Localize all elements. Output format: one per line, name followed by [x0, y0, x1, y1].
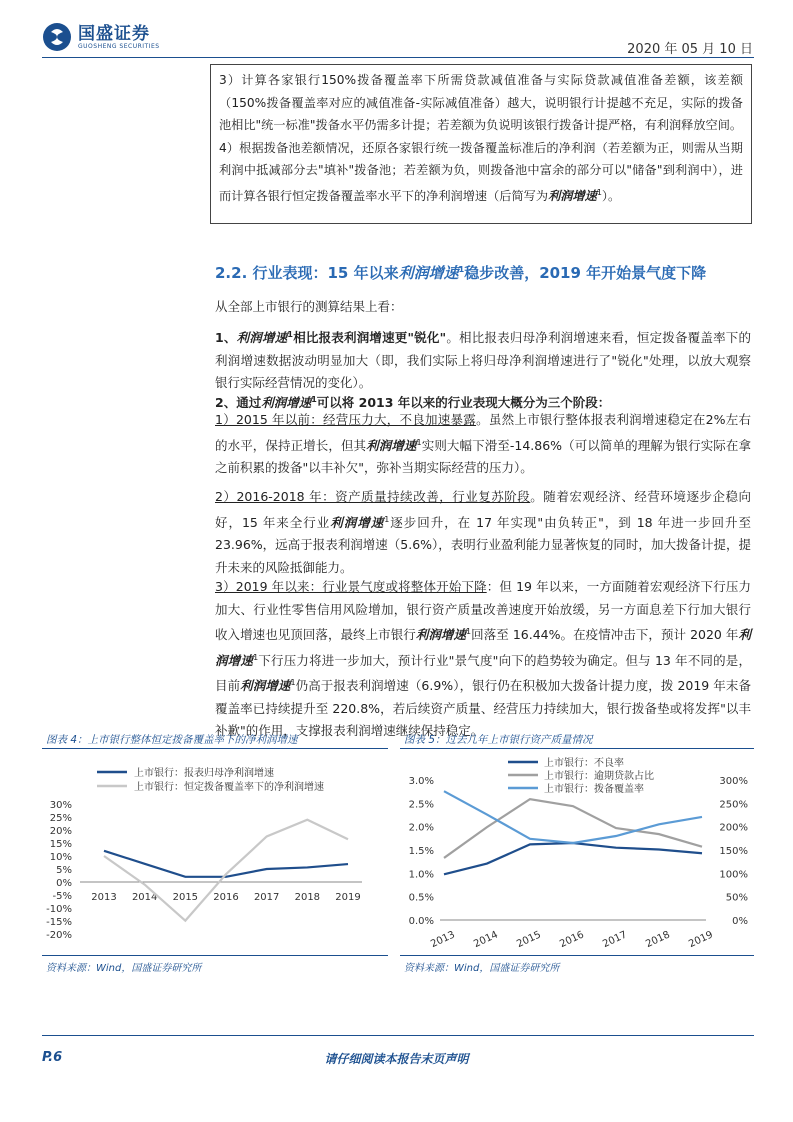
y-tick-label: 0% [56, 878, 72, 889]
y-left-tick-label: 1.5% [408, 846, 434, 857]
series-line [104, 820, 348, 921]
legend-label: 上市银行：报表归母净利润增速 [134, 768, 274, 779]
method-step-4: 4）根据拨备池差额情况，还原各家银行统一拨备覆盖标准后的净利润（若差额为正，则需从当期利润中抵减部分去"填补"拨备池；若差额为负，则拨备池中富余的部分可以"储备"到利润中），进而计算各银行恒定拨备覆盖率水平下的净利润增速（后简写为利润增速$^1$）。 [219, 140, 743, 203]
fig5-chart [400, 752, 754, 952]
logo-name: 国盛证券 [78, 23, 150, 44]
fig4-chart [42, 752, 388, 952]
y-right-tick-label: 250% [719, 799, 748, 811]
stage-3-paragraph: 3）2019 年以来：行业景气度或将整体开始下降：但 19 年以来，一方面随着宏观经济下行压力加大、行业性零售信用风险增加，银行资产质量改善速度开始放缓，另一方面息差下行加大银行收入增速也见顶回落，最终上市银行利润增速$^1$回落至 16.44%。在疫情冲击下，预计 2020 年利润增速$^1$下行压力将进一步加大，预计行业"景气度"向下的趋势较为确定。但与 13 年不同的是，目前利润增速$^1$仍高于报表利润增速（6.9%），银行仍在积极加大拨备计提力度，拨 2019 年末备覆盖率已持续提升至 220.8%，若后续资产质量、经营压力持续加大，银行拨备垫或将发挥"以丰补歉"的作用，支撑报表利润增速继续保持稳定。 [215, 579, 751, 739]
y-tick-label: 25% [49, 813, 72, 824]
section-title: 2.2. 行业表现：15 年以来利润增速$^1$稳步改善，2019 年开始景气度下降 [215, 264, 707, 282]
footer-divider [42, 1035, 754, 1036]
x-tick-label: 2018 [644, 929, 672, 951]
methodology-box [210, 64, 752, 224]
stage-1-paragraph: 1）2015 年以前：经营压力大，不良加速暴露。虽然上市银行整体报表利润增速稳定在2%左右的水平，保持正增长，但其利润增速$^1$实则大幅下滑至-14.86%（可以简单的理解为银行实际在拿之前积累的拨备"以丰补欠"，弥补当期实际经营的压力）。 [215, 412, 751, 476]
y-tick-label: 30% [49, 800, 72, 811]
x-tick-label: 2019 [335, 892, 361, 903]
y-right-tick-label: 0% [732, 916, 748, 927]
fig5-bottom-rule [400, 955, 754, 956]
fig4-bottom-rule [42, 955, 388, 956]
fig4-rule [42, 748, 388, 749]
page-number: P.6 [42, 1050, 63, 1065]
x-tick-label: 2013 [429, 929, 457, 951]
footer-disclaimer: 请仔细阅读本报告末页声明 [324, 1052, 469, 1066]
term-profit-growth: 利润增速 [548, 188, 597, 203]
legend-label: 上市银行：恒定拨备覆盖率下的净利润增速 [134, 782, 324, 793]
y-tick-label: 15% [49, 839, 72, 850]
point-1-paragraph: 1、利润增速$^1$相比报表利润增速更"锐化"。相比报表归母净利润增速来看，恒定拨备覆盖率下的利润增速数据波动明显加大（即，我们实际上将归母净利润增速进行了"锐化"处理，以放大观察银行实际经营情况的变化）。 [215, 330, 751, 391]
x-tick-label: 2018 [294, 892, 321, 903]
method-step-3: 3）计算各家银行150%拨备覆盖率下所需贷款减值准备与实际贷款减值准备差额，该差额（150%拨备覆盖率对应的减值准备-实际减值准备）越大，说明银行计提越不充足，实际的拨备池相比"统一标准"拨备水平仍需多计提；若差额为负说明该银行拨备计提严格，有利润释放空间。 [219, 73, 743, 132]
y-left-tick-label: 2.5% [408, 799, 434, 811]
y-left-tick-label: 2.0% [408, 822, 434, 834]
y-left-tick-label: 0.0% [408, 916, 434, 927]
y-left-tick-label: 3.0% [408, 776, 434, 787]
y-right-tick-label: 50% [725, 892, 748, 904]
logo-icon [42, 22, 72, 52]
company-logo [42, 22, 160, 52]
fig5-rule [400, 748, 754, 749]
y-left-tick-label: 1.0% [408, 869, 434, 881]
legend-label: 上市银行：不良率 [544, 758, 624, 769]
fig5-title: 图表 5：过去几年上市银行资产质量情况 [404, 734, 593, 746]
intro-paragraph: 从全部上市银行的测算结果上看： [215, 299, 403, 314]
y-tick-label: 5% [56, 865, 72, 876]
y-right-tick-label: 200% [719, 822, 748, 834]
y-tick-label: -20% [46, 930, 72, 941]
x-tick-label: 2015 [515, 929, 543, 951]
header-divider [42, 57, 754, 58]
y-tick-label: -15% [46, 917, 72, 928]
x-tick-label: 2014 [131, 892, 158, 903]
fig5-source: 资料来源：Wind，国盛证券研究所 [404, 963, 560, 974]
y-right-tick-label: 150% [719, 846, 748, 857]
x-tick-label: 2016 [213, 892, 239, 903]
x-tick-label: 2019 [687, 929, 715, 951]
report-date: 2020 年 05 月 10 日 [627, 42, 753, 57]
x-tick-label: 2013 [91, 892, 117, 903]
y-right-tick-label: 300% [719, 776, 748, 787]
x-tick-label: 2015 [172, 892, 199, 903]
point-2-heading: 2、通过利润增速$^1$可以将 2013 年以来的行业表现大概分为三个阶段： [215, 395, 611, 411]
x-tick-label: 2017 [253, 892, 280, 903]
y-right-tick-label: 100% [719, 869, 748, 881]
legend-label: 上市银行：逾期贷款占比 [544, 771, 654, 782]
y-left-tick-label: 0.5% [408, 892, 434, 904]
y-tick-label: 10% [49, 852, 72, 863]
y-tick-label: -5% [52, 891, 72, 902]
y-tick-label: -10% [46, 904, 72, 915]
fig4-source: 资料来源：Wind，国盛证券研究所 [46, 963, 202, 974]
x-tick-label: 2016 [558, 929, 586, 951]
stage-2-paragraph: 2）2016-2018 年：资产质量持续改善，行业复苏阶段。随着宏观经济、经营环境逐步企稳向好，15 年来全行业利润增速$^1$逐步回升，在 17 年实现"由负转正"，到 18 年进一步回升至 23.96%，远高于报表利润增速（5.6%），表明行业盈利能力显著恢复的同时，加大拨备计提，提升未来的风险抵御能力。 [215, 489, 751, 575]
logo-subtitle: GUOSHENG SECURITIES [78, 42, 160, 50]
fig4-title: 图表 4：上市银行整体恒定拨备覆盖率下的净利润增速 [46, 734, 298, 746]
x-tick-label: 2017 [601, 929, 629, 951]
series-line [444, 843, 702, 874]
y-tick-label: 20% [49, 826, 72, 837]
legend-label: 上市银行：拨备覆盖率 [544, 784, 644, 795]
x-tick-label: 2014 [472, 929, 500, 951]
